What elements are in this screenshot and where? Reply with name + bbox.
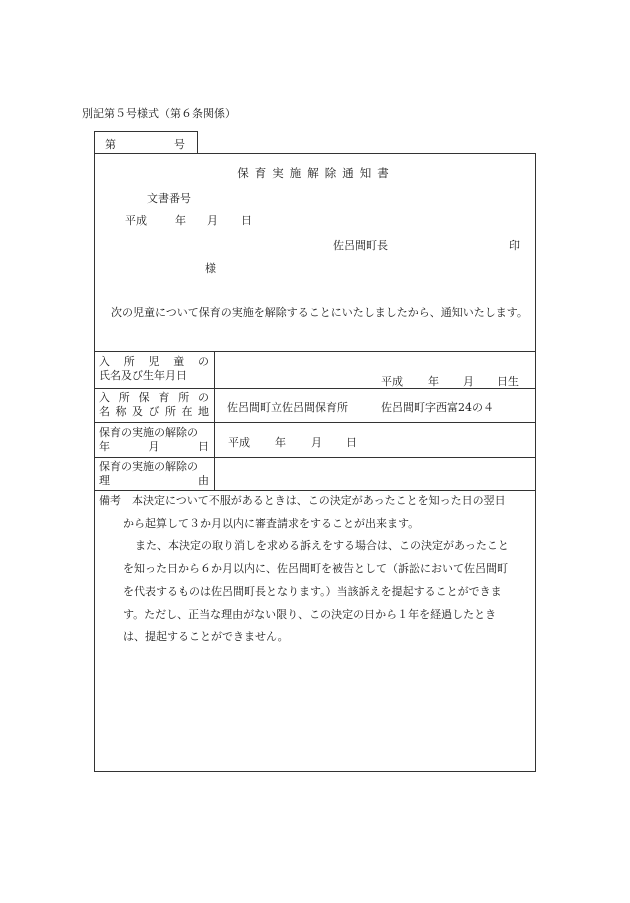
reason-label: 保育の実施の解除の 理 由 <box>99 460 209 487</box>
recipient-suffix: 様 <box>205 262 216 275</box>
table-divider <box>214 351 215 490</box>
number-box-dai: 第 <box>105 138 116 151</box>
nursery-name: 佐呂間町立佐呂間保育所 <box>227 401 348 414</box>
issuer-name: 佐呂間町長 <box>333 239 388 252</box>
table-line <box>95 351 535 352</box>
intro-text: 次の児童について保育の実施を解除することにいたしましたから、通知いたします。 <box>111 306 528 319</box>
table-line <box>95 457 535 458</box>
issue-date-day: 日 <box>241 214 252 227</box>
issue-date-month: 月 <box>207 214 218 227</box>
issue-date-year: 年 <box>175 214 186 227</box>
doc-number-label: 文書番号 <box>147 192 191 205</box>
nursery-label: 入 所 保 育 所 の 名 称 及 び 所 在 地 <box>99 391 209 418</box>
form-title: 保育実施解除通知書 <box>237 166 395 180</box>
child-label: 入 所 児 童 の 氏名及び生年月日 <box>99 355 209 382</box>
number-box-go: 号 <box>174 138 185 151</box>
remarks-heading: 備考 <box>99 494 121 507</box>
seal-mark: 印 <box>509 239 520 252</box>
nursery-address: 佐呂間町字西富24の４ <box>381 401 494 414</box>
number-box <box>94 131 198 154</box>
table-line <box>95 422 535 423</box>
cancel-date-label: 保育の実施の解除の 年 月 日 <box>99 426 209 453</box>
issue-date-era: 平成 <box>125 214 147 227</box>
form-label: 別記第５号様式（第６条関係） <box>82 107 236 120</box>
remarks: 備考 本決定について不服があるときは、この決定があったことを知った日の翌日 から起算して３か月以内に審査請求をすることが出来ます。 また、本決定の取り消しを求める訴えをする場合は、この決定があったこと を知った日から６か月以内に、佐呂間町を被告として（訴訟において佐呂間町 を代表するものは佐呂間町長となります。）当該訴えを提起することができま す。ただし、正当な理由がない限り、この決定の日から１年を経過したとき は、提起することができません。 <box>99 494 509 644</box>
notice-form: 保育実施解除通知書 文書番号 平成 年 月 日 佐呂間町長 印 様 次の児童について保育の実施を解除することにいたしましたから、通知いたします。 入 所 児 童 の 氏名及び生年月日 平成 年 月 日生 入 所 保 育 所 の 名 称 及 び 所 在 地 佐呂間町立佐呂間保育所 佐呂間町字西富24の４ 保育の実施の解除の 年 月 日 平成 年 月 日 保育の実施の解除の 理 由 備考 本決定について不服があるときは、この決定があったことを知った日の翌日 から起算して３か月以内に審査請求をすることが出来ます。 また、本決定の取り消しを求める訴えをする場合は、この決定があったこと を知った日から６か月以内に、佐呂間町を被告として（訴訟において佐呂間町 を代表するものは佐呂間町長となります。）当該訴えを提起することができま す。ただし、正当な理由がない限り、この決定の日から１年を経過したとき は、提起することができません。 <box>94 153 536 772</box>
